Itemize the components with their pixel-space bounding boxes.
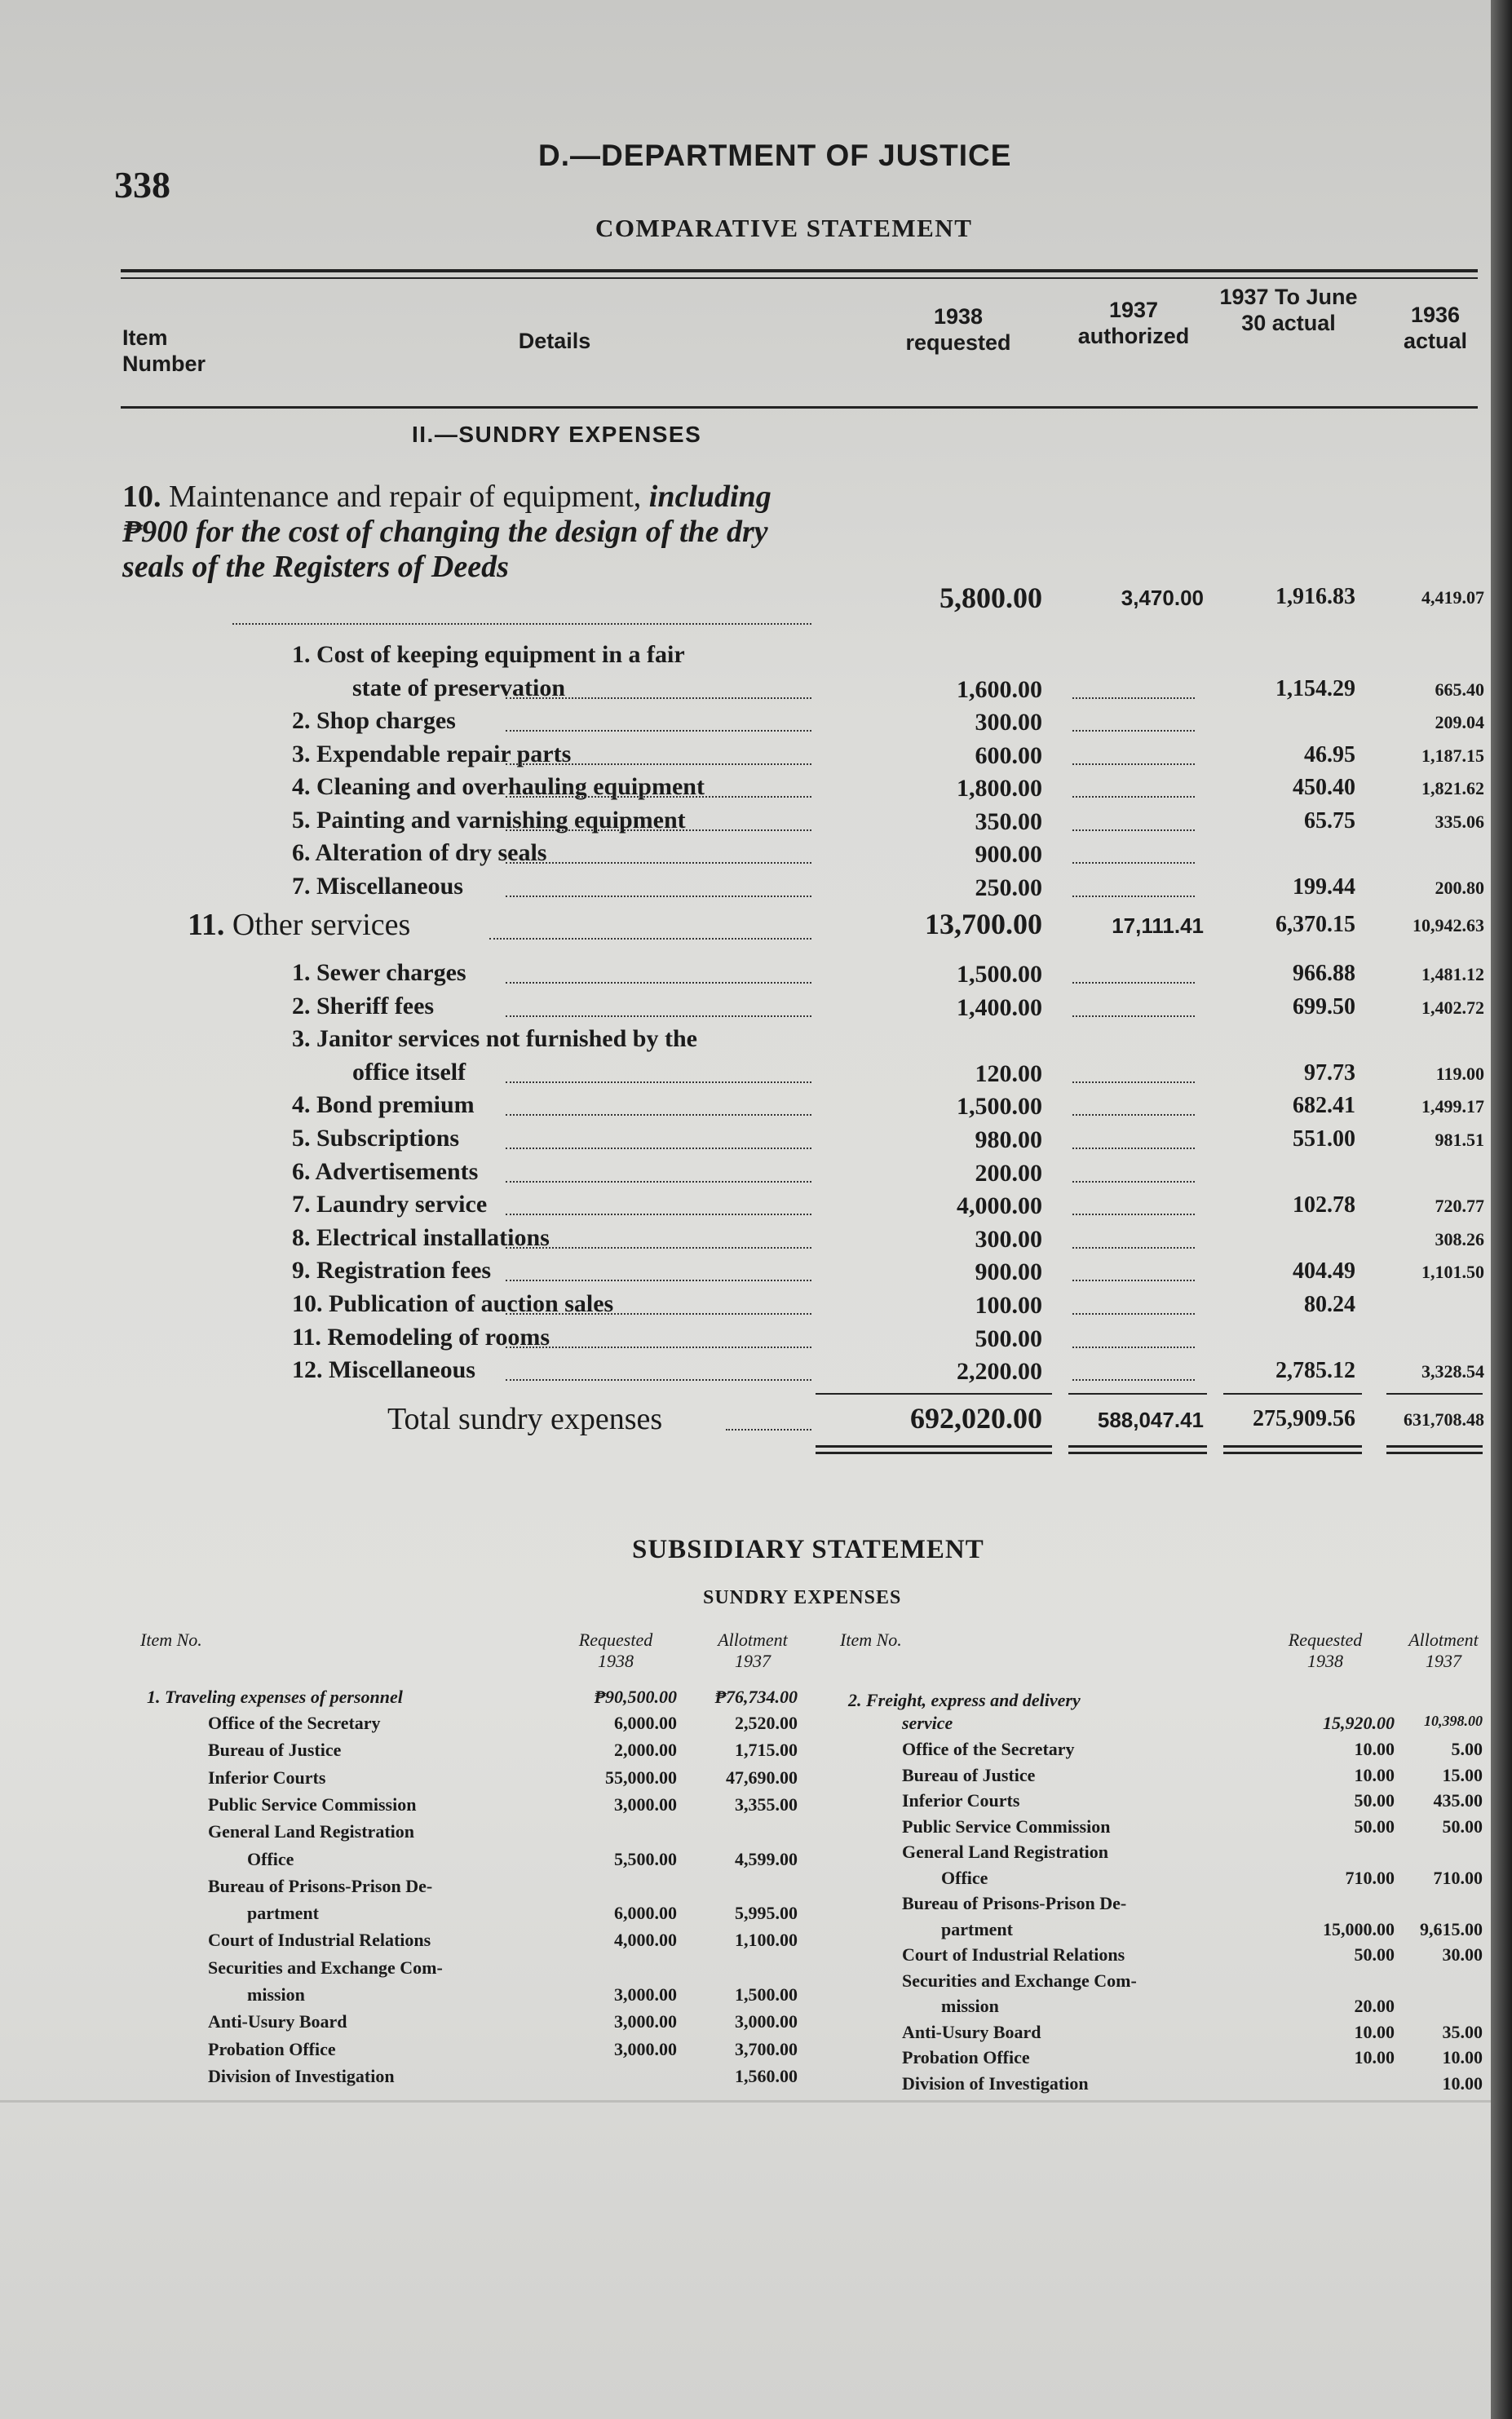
total-double-rule-4b bbox=[1386, 1452, 1483, 1454]
line-item-label: 12. Miscellaneous bbox=[292, 1356, 475, 1384]
sub-right-group-label2: service bbox=[902, 1713, 953, 1733]
sub-row-requested: 50.00 bbox=[1354, 1944, 1395, 1965]
line-item-1937a-leader bbox=[1072, 982, 1195, 984]
sub-row-requested: 3,000.00 bbox=[614, 2011, 677, 2032]
sub-right-allotment-header: Allotment 1937 bbox=[1408, 1630, 1479, 1671]
line-item-leader bbox=[506, 730, 811, 732]
line-item-1936: 1,499.17 bbox=[1421, 1096, 1484, 1117]
line-item-row bbox=[0, 1356, 1512, 1389]
total-top-rule-1 bbox=[816, 1393, 1052, 1395]
item11-1937j: 6,370.15 bbox=[1275, 912, 1355, 937]
line-item-row bbox=[0, 1290, 1512, 1323]
line-item-label: 9. Registration fees bbox=[292, 1257, 492, 1285]
line-item-1938: 200.00 bbox=[975, 1159, 1042, 1187]
line-item-1936: 1,481.12 bbox=[1421, 964, 1484, 984]
line-item-1937j: 65.75 bbox=[1304, 807, 1355, 834]
sub-row-allotment: 1,500.00 bbox=[735, 1984, 798, 2005]
line-item-leader bbox=[506, 1214, 811, 1215]
total-top-rule-2 bbox=[1068, 1393, 1207, 1395]
line-item-1938: 980.00 bbox=[975, 1126, 1042, 1153]
sub-row-allotment: 15.00 bbox=[1442, 1764, 1483, 1785]
line-item-1937a-leader bbox=[1072, 1081, 1195, 1083]
line-item-1936: 119.00 bbox=[1435, 1063, 1484, 1084]
total-top-rule-4 bbox=[1386, 1393, 1483, 1395]
line-item-row bbox=[0, 839, 1512, 872]
line-item-label: 4. Cleaning and overhauling equipment bbox=[292, 773, 705, 800]
header-1937-authorized: 1937 authorized bbox=[1077, 298, 1190, 349]
line-item-1936: 308.26 bbox=[1435, 1228, 1484, 1249]
line-item-label: 7. Laundry service bbox=[292, 1191, 488, 1218]
total-1937a: 588,047.41 bbox=[1097, 1408, 1204, 1432]
sub-right-group-all: 10,398.00 bbox=[1424, 1713, 1483, 1729]
sub-row-allotment: 35.00 bbox=[1442, 2021, 1483, 2042]
sub-row-allotment: 435.00 bbox=[1433, 1790, 1483, 1811]
sub-row-allotment: 9,615.00 bbox=[1420, 1918, 1483, 1939]
item11-leader bbox=[489, 938, 811, 940]
item11-number: 11. bbox=[188, 908, 225, 942]
item10-1938: 5,800.00 bbox=[939, 582, 1042, 614]
total-double-rule-3a bbox=[1223, 1445, 1362, 1448]
sub-row-requested: 2,000.00 bbox=[614, 1740, 677, 1761]
sub-row-allotment: 3,000.00 bbox=[735, 2011, 798, 2032]
line-item-row bbox=[0, 993, 1512, 1025]
item10-1936: 4,419.07 bbox=[1421, 587, 1484, 608]
line-item-label: 5. Subscriptions bbox=[292, 1125, 460, 1152]
sub-row-requested: 5,500.00 bbox=[614, 1848, 677, 1869]
item10-totals-row bbox=[0, 581, 1512, 613]
line-item-1938: 300.00 bbox=[975, 1225, 1042, 1253]
sub-row-requested: 10.00 bbox=[1354, 1764, 1395, 1785]
sub-row-label-cont: Office bbox=[247, 1848, 294, 1869]
line-item-1936: 665.40 bbox=[1435, 679, 1484, 700]
line-item-1937a-leader bbox=[1072, 1280, 1195, 1281]
sub-row-allotment: 47,690.00 bbox=[726, 1767, 798, 1788]
section-title: II.—SUNDRY EXPENSES bbox=[412, 422, 702, 447]
sub-row-label: Public Service Commission bbox=[902, 1815, 1111, 1837]
line-item-1937a-leader bbox=[1072, 1214, 1195, 1215]
sub-row-label: Inferior Courts bbox=[208, 1767, 326, 1788]
sub-row-label: Court of Industrial Relations bbox=[208, 1930, 431, 1951]
sub-row-label-cont: Office bbox=[941, 1867, 988, 1888]
sub-row-allotment: 10.00 bbox=[1442, 2072, 1483, 2094]
line-item-1937j: 551.00 bbox=[1293, 1126, 1355, 1152]
line-item-row bbox=[0, 707, 1512, 740]
sub-row-requested: 6,000.00 bbox=[614, 1903, 677, 1924]
line-item-1937j: 46.95 bbox=[1304, 741, 1355, 767]
line-item-1938: 1,500.00 bbox=[957, 1093, 1042, 1121]
total-1938: 692,020.00 bbox=[910, 1402, 1042, 1435]
sub-row-allotment: 3,355.00 bbox=[735, 1793, 798, 1815]
sub-row-requested: 55,000.00 bbox=[605, 1767, 677, 1788]
line-item-row bbox=[0, 1158, 1512, 1191]
sub-row-requested: 15,000.00 bbox=[1323, 1918, 1395, 1939]
line-item-1937j: 97.73 bbox=[1304, 1059, 1355, 1086]
item10-number: 10. bbox=[122, 480, 161, 514]
header-item-number: Item Number bbox=[122, 325, 206, 377]
line-item-1936: 1,821.62 bbox=[1421, 778, 1484, 798]
line-item-label: 1. Sewer charges bbox=[292, 959, 466, 986]
line-item-label: 7. Miscellaneous bbox=[292, 872, 463, 900]
item11-heading bbox=[188, 907, 410, 943]
sub-row-allotment: 1,100.00 bbox=[735, 1930, 798, 1951]
sub-left-item-header: Item No. bbox=[140, 1630, 202, 1650]
total-double-rule-1b bbox=[816, 1452, 1052, 1454]
line-item-leader bbox=[506, 697, 811, 699]
sub-row-label: Inferior Courts bbox=[902, 1790, 1020, 1811]
line-item-label: 8. Electrical installations bbox=[292, 1223, 550, 1251]
sub-row-label: Anti-Usury Board bbox=[208, 2011, 347, 2032]
item10-description: including ₱900 for the cost of changing the design of the dry seals of the Registers of Deeds bbox=[122, 480, 771, 584]
sub-row-label: Division of Investigation bbox=[902, 2072, 1089, 2094]
line-item-1938: 1,600.00 bbox=[957, 675, 1042, 703]
line-item-1937a-leader bbox=[1072, 1379, 1195, 1381]
total-top-rule-3 bbox=[1223, 1393, 1362, 1395]
sub-row-allotment: 5.00 bbox=[1451, 1739, 1483, 1759]
sub-right-item-header: Item No. bbox=[840, 1630, 902, 1650]
sub-row-requested: 6,000.00 bbox=[614, 1713, 677, 1733]
sub-row-requested: 50.00 bbox=[1354, 1790, 1395, 1811]
photo-edge-line bbox=[0, 2100, 1512, 2103]
line-item-1937a-leader bbox=[1072, 1347, 1195, 1348]
line-item-1937a-leader bbox=[1072, 829, 1195, 831]
sub-row-requested: 3,000.00 bbox=[614, 2038, 677, 2059]
line-item-row bbox=[0, 959, 1512, 992]
line-item-1937j: 682.41 bbox=[1293, 1093, 1355, 1119]
sub-row-label: General Land Registration bbox=[208, 1821, 414, 1842]
line-item-1937j: 199.44 bbox=[1293, 873, 1355, 900]
total-double-rule-2b bbox=[1068, 1452, 1207, 1454]
line-item-leader bbox=[506, 1181, 811, 1183]
subsidiary-subtitle: SUNDRY EXPENSES bbox=[703, 1587, 902, 1608]
sub-row-label: Bureau of Justice bbox=[902, 1764, 1036, 1785]
line-item-1937a-leader bbox=[1072, 896, 1195, 897]
sub-row-requested: 4,000.00 bbox=[614, 1930, 677, 1951]
line-item-1937a-leader bbox=[1072, 796, 1195, 798]
total-double-rule-3b bbox=[1223, 1452, 1362, 1454]
total-double-rule-2a bbox=[1068, 1445, 1207, 1448]
line-item-1937j: 404.49 bbox=[1293, 1258, 1355, 1285]
line-item-leader bbox=[506, 982, 811, 984]
sub-row-label: Bureau of Prisons-Prison De- bbox=[902, 1893, 1127, 1913]
item11-1936: 10,942.63 bbox=[1413, 915, 1484, 935]
line-item-1936: 200.80 bbox=[1435, 877, 1484, 898]
line-item-1937j: 966.88 bbox=[1293, 961, 1355, 986]
item11-title: Other services bbox=[232, 908, 411, 942]
sub-row-label: General Land Registration bbox=[902, 1842, 1108, 1862]
line-item-1937j: 102.78 bbox=[1293, 1192, 1355, 1218]
line-item-1938: 120.00 bbox=[975, 1059, 1042, 1087]
line-item-label: 3. Janitor services not furnished by the bbox=[292, 1025, 697, 1053]
total-1936: 631,708.48 bbox=[1404, 1409, 1484, 1430]
sub-row-label: Bureau of Prisons-Prison De- bbox=[208, 1875, 433, 1896]
line-item-1937a-leader bbox=[1072, 1181, 1195, 1183]
line-item-1937a-leader bbox=[1072, 1114, 1195, 1116]
item10-leader bbox=[232, 623, 811, 625]
line-item-leader bbox=[506, 796, 811, 798]
line-item-1937a-leader bbox=[1072, 730, 1195, 732]
line-item-1938: 2,200.00 bbox=[957, 1358, 1042, 1386]
line-item-1937j: 80.24 bbox=[1304, 1292, 1355, 1317]
line-item-label: 5. Painting and varnishing equipment bbox=[292, 806, 686, 834]
line-item-leader bbox=[506, 1379, 811, 1381]
line-item-row bbox=[0, 674, 1512, 707]
line-item-row bbox=[0, 1191, 1512, 1223]
sub-row-allotment: 710.00 bbox=[1433, 1867, 1483, 1888]
line-item-1937a-leader bbox=[1072, 1247, 1195, 1249]
line-item-1938: 1,500.00 bbox=[957, 961, 1042, 988]
line-item-row bbox=[0, 1125, 1512, 1157]
line-item-1937a-leader bbox=[1072, 862, 1195, 864]
sub-left-group-label: 1. Traveling expenses of personnel bbox=[147, 1687, 403, 1707]
line-item-1938: 100.00 bbox=[975, 1292, 1042, 1319]
sub-row-allotment: 30.00 bbox=[1442, 1944, 1483, 1965]
sub-row-requested: 10.00 bbox=[1354, 1739, 1395, 1759]
line-item-1937a-leader bbox=[1072, 1148, 1195, 1149]
line-item-leader bbox=[506, 763, 811, 765]
sub-row-requested: 50.00 bbox=[1354, 1815, 1395, 1837]
line-item-1936: 720.77 bbox=[1435, 1196, 1484, 1217]
sub-row-label-cont: partment bbox=[247, 1903, 319, 1924]
line-item-1938: 900.00 bbox=[975, 841, 1042, 868]
line-item-label: 3. Expendable repair parts bbox=[292, 740, 572, 767]
line-item-label: 1. Cost of keeping equipment in a fair bbox=[292, 641, 685, 668]
line-item-1937j: 2,785.12 bbox=[1275, 1358, 1355, 1384]
sub-row-allotment: 1,715.00 bbox=[735, 1740, 798, 1761]
line-item-1938: 4,000.00 bbox=[957, 1192, 1042, 1220]
line-item-1936: 1,402.72 bbox=[1421, 997, 1484, 1018]
total-row bbox=[0, 1401, 1512, 1439]
line-item-1937a-leader bbox=[1072, 697, 1195, 699]
line-item-1937j: 450.40 bbox=[1293, 775, 1355, 800]
item11-1938: 13,700.00 bbox=[925, 908, 1042, 940]
line-item-row bbox=[0, 807, 1512, 839]
header-bottom-rule bbox=[121, 406, 1478, 409]
line-item-leader bbox=[506, 1313, 811, 1315]
sub-row-requested: 20.00 bbox=[1354, 1996, 1395, 2016]
line-item-label: 6. Alteration of dry seals bbox=[292, 839, 547, 866]
line-item-leader bbox=[506, 1114, 811, 1116]
line-item-1936: 3,328.54 bbox=[1421, 1361, 1484, 1382]
item10-1937a: 3,470.00 bbox=[1121, 586, 1204, 610]
item10-title: Maintenance and repair of equipment, bbox=[169, 480, 642, 514]
sub-row-requested: 10.00 bbox=[1354, 2021, 1395, 2042]
total-1937j: 275,909.56 bbox=[1253, 1406, 1355, 1431]
page-number: 338 bbox=[114, 164, 170, 206]
sub-left-requested-header: Requested 1938 bbox=[578, 1630, 653, 1671]
line-item-leader bbox=[506, 1347, 811, 1348]
sub-row-label: Office of the Secretary bbox=[902, 1739, 1075, 1759]
sub-right-group-label: 2. Freight, express and delivery bbox=[848, 1690, 1081, 1710]
line-item-row bbox=[0, 1091, 1512, 1124]
header-1937-june30: 1937 To June 30 actual bbox=[1219, 285, 1358, 336]
line-item-row bbox=[0, 741, 1512, 773]
line-item-row bbox=[0, 873, 1512, 905]
line-item-1937j: 1,154.29 bbox=[1275, 675, 1355, 701]
header-details: Details bbox=[518, 329, 591, 353]
line-item-1936: 335.06 bbox=[1435, 811, 1484, 832]
line-item-leader bbox=[506, 1015, 811, 1017]
sub-row-allotment: 50.00 bbox=[1442, 1815, 1483, 1837]
line-item-label: 11. Remodeling of rooms bbox=[292, 1323, 550, 1351]
line-item-leader bbox=[506, 1247, 811, 1249]
line-item-label: 4. Bond premium bbox=[292, 1091, 475, 1119]
line-item-label: 6. Advertisements bbox=[292, 1157, 479, 1185]
department-title: D.—DEPARTMENT OF JUSTICE bbox=[538, 139, 1012, 172]
line-item-1938: 300.00 bbox=[975, 709, 1042, 736]
sub-row-allotment: 10.00 bbox=[1442, 2047, 1483, 2067]
line-item-row bbox=[0, 1059, 1512, 1091]
line-item-row bbox=[0, 773, 1512, 806]
sub-row-label-cont: mission bbox=[941, 1996, 999, 2016]
sub-row-label: Public Service Commission bbox=[208, 1793, 417, 1815]
sub-row-requested: 3,000.00 bbox=[614, 1984, 677, 2005]
line-item-1937a-leader bbox=[1072, 1313, 1195, 1315]
line-item-1936: 981.51 bbox=[1435, 1130, 1484, 1150]
sub-row-label: Securities and Exchange Com- bbox=[902, 1970, 1137, 1991]
item10-1937j: 1,916.83 bbox=[1275, 584, 1355, 609]
line-item-1936: 209.04 bbox=[1435, 712, 1484, 732]
sub-row-requested: 10.00 bbox=[1354, 2047, 1395, 2067]
line-item-leader bbox=[506, 1148, 811, 1149]
header-top-rule bbox=[121, 269, 1478, 272]
sub-left-group-req: ₱90,500.00 bbox=[594, 1687, 677, 1707]
line-item-1938: 1,800.00 bbox=[957, 775, 1042, 802]
line-item-row bbox=[0, 1257, 1512, 1289]
line-item-leader bbox=[506, 1280, 811, 1281]
line-item-leader bbox=[506, 862, 811, 864]
line-item-row bbox=[0, 1025, 1512, 1058]
line-item-1937a-leader bbox=[1072, 1015, 1195, 1017]
line-item-label: 2. Shop charges bbox=[292, 707, 456, 734]
sub-row-allotment: 3,700.00 bbox=[735, 2038, 798, 2059]
total-double-rule-4a bbox=[1386, 1445, 1483, 1448]
sub-row-label-cont: mission bbox=[247, 1984, 305, 2005]
header-top-rule-thin bbox=[121, 277, 1478, 279]
sub-right-group-req: 15,920.00 bbox=[1323, 1713, 1395, 1733]
sub-left-group-all: ₱76,734.00 bbox=[714, 1687, 798, 1707]
sub-row-label: Probation Office bbox=[902, 2047, 1030, 2067]
line-item-row bbox=[0, 1324, 1512, 1356]
line-item-1936: 1,101.50 bbox=[1421, 1262, 1484, 1283]
sub-row-allotment: 1,560.00 bbox=[735, 2065, 798, 2086]
sub-row-allotment: 2,520.00 bbox=[735, 1713, 798, 1733]
sub-row-label: Division of Investigation bbox=[208, 2065, 395, 2086]
sub-row-requested: 3,000.00 bbox=[614, 1793, 677, 1815]
header-1938-requested: 1938 requested bbox=[905, 304, 1011, 356]
sub-row-allotment: 5,995.00 bbox=[735, 1903, 798, 1924]
line-item-1938: 600.00 bbox=[975, 741, 1042, 769]
line-item-leader bbox=[506, 1081, 811, 1083]
total-double-rule-1a bbox=[816, 1445, 1052, 1448]
line-item-1938: 900.00 bbox=[975, 1258, 1042, 1286]
total-label: Total sundry expenses bbox=[387, 1402, 663, 1436]
sub-row-label: Securities and Exchange Com- bbox=[208, 1957, 443, 1978]
line-item-1937j: 699.50 bbox=[1293, 993, 1355, 1019]
line-item-1937a-leader bbox=[1072, 763, 1195, 765]
line-item-1938: 500.00 bbox=[975, 1324, 1042, 1352]
line-item-leader bbox=[506, 896, 811, 897]
line-item-row bbox=[0, 1224, 1512, 1257]
line-item-leader bbox=[506, 829, 811, 831]
item11-1937a: 17,111.41 bbox=[1112, 913, 1204, 938]
sub-row-requested: 710.00 bbox=[1345, 1867, 1395, 1888]
sub-left-allotment-header: Allotment 1937 bbox=[718, 1630, 788, 1671]
line-item-label: 10. Publication of auction sales bbox=[292, 1290, 614, 1317]
header-1936-actual: 1936 actual bbox=[1403, 303, 1468, 354]
line-item-1936: 1,187.15 bbox=[1421, 745, 1484, 766]
line-item-label-cont: office itself bbox=[352, 1058, 466, 1086]
line-item-row bbox=[0, 641, 1512, 674]
statement-title: COMPARATIVE STATEMENT bbox=[595, 214, 973, 242]
sub-row-label-cont: partment bbox=[941, 1918, 1013, 1939]
item10-heading bbox=[122, 480, 816, 585]
line-item-label: 2. Sheriff fees bbox=[292, 992, 435, 1019]
sub-row-label: Probation Office bbox=[208, 2038, 336, 2059]
total-leader bbox=[726, 1429, 811, 1431]
sub-row-label: Court of Industrial Relations bbox=[902, 1944, 1125, 1965]
subsidiary-title: SUBSIDIARY STATEMENT bbox=[632, 1535, 984, 1564]
sub-row-label: Office of the Secretary bbox=[208, 1713, 381, 1733]
sub-row-allotment: 4,599.00 bbox=[735, 1848, 798, 1869]
line-item-1938: 350.00 bbox=[975, 807, 1042, 835]
line-item-label-cont: state of preservation bbox=[352, 674, 566, 701]
sub-row-label: Anti-Usury Board bbox=[902, 2021, 1041, 2042]
sub-right-requested-header: Requested 1938 bbox=[1288, 1630, 1363, 1671]
sub-row-label: Bureau of Justice bbox=[208, 1740, 342, 1761]
line-item-1938: 250.00 bbox=[975, 873, 1042, 901]
line-item-1938: 1,400.00 bbox=[957, 993, 1042, 1021]
